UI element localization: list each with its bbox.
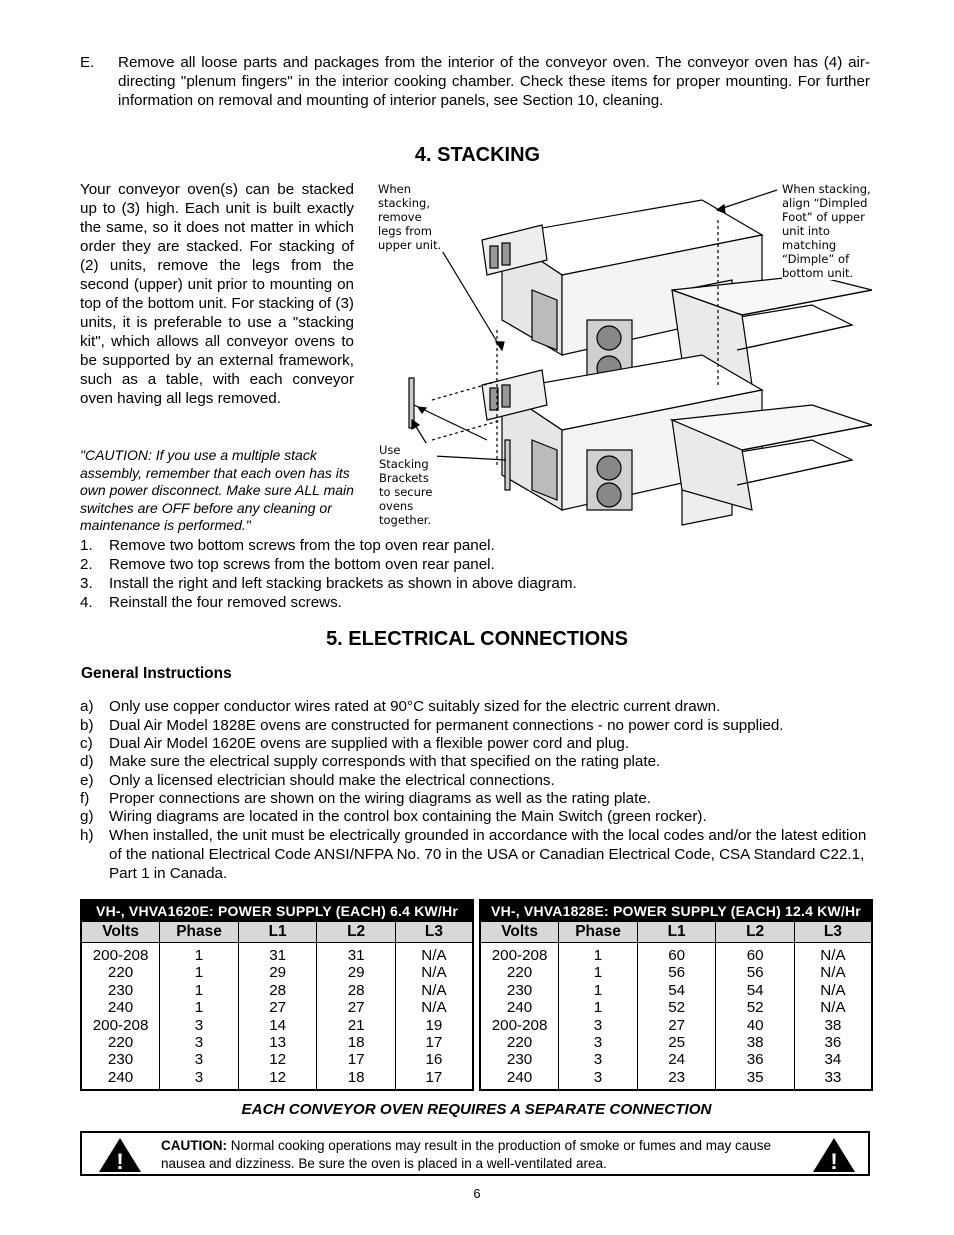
- item-text: Wiring diagrams are located in the control box containing the Main Switch (green rocker).: [109, 808, 707, 825]
- table-row: [480, 943, 872, 965]
- table-cell: N/A: [395, 943, 473, 965]
- table-cell: 60: [637, 943, 716, 965]
- table-cell: 3: [160, 1051, 239, 1068]
- column-header: L2: [317, 922, 396, 943]
- table-cell: 230: [81, 982, 160, 999]
- table-cell: 40: [716, 1017, 795, 1034]
- table-cell: 3: [160, 1034, 239, 1051]
- caution-text: [161, 1137, 811, 1172]
- column-header: L1: [637, 922, 716, 943]
- column-header: L3: [794, 922, 872, 943]
- column-header: L3: [395, 922, 473, 943]
- table-title: VH-, VHVA1828E: POWER SUPPLY (EACH) 12.4 KW/Hr: [480, 900, 872, 922]
- table-row: [81, 982, 473, 999]
- table-cell: 28: [317, 982, 396, 999]
- table-cell: 220: [81, 964, 160, 981]
- table-cell: N/A: [794, 964, 872, 981]
- table-cell: 200-208: [480, 943, 559, 965]
- table-cell: 33: [794, 1069, 872, 1090]
- column-header: L2: [716, 922, 795, 943]
- column-header: Phase: [559, 922, 638, 943]
- table-cell: 220: [480, 1034, 559, 1051]
- table-cell: 3: [559, 1034, 638, 1051]
- table-cell: 18: [317, 1034, 396, 1051]
- caution-body: Normal cooking operations may result in the production of smoke or fumes and may cause nausea and dizziness. Be sure the oven is placed in a well-ventilated area.: [161, 1138, 772, 1171]
- table-cell: 1: [559, 982, 638, 999]
- table-cell: 240: [480, 999, 559, 1016]
- table-cell: 3: [559, 1051, 638, 1068]
- stacking-caution: "CAUTION: If you use a multiple stack assembly, remember that each oven has its own power disconnect. Make sure ALL main switches are OFF before any cleaning or maintenance is performed.": [80, 447, 354, 534]
- power-table-1828e: [479, 899, 873, 1091]
- table-cell: 24: [637, 1051, 716, 1068]
- table-cell: 200-208: [81, 943, 160, 965]
- table-cell: 31: [317, 943, 396, 965]
- table-cell: 36: [794, 1034, 872, 1051]
- table-cell: 56: [716, 964, 795, 981]
- table-cell: 1: [160, 982, 239, 999]
- table-cell: 1: [160, 943, 239, 965]
- diagram-callout-dimple: When stacking, align “Dimpled Foot” of upper unit into matching “Dimple” of bottom unit.: [782, 182, 871, 280]
- item-text: Only use copper conductor wires rated at 90°C suitably sized for the electric current drawn.: [109, 698, 721, 715]
- step-number: 2.: [80, 556, 93, 573]
- table-cell: 220: [81, 1034, 160, 1051]
- table-cell: 27: [637, 1017, 716, 1034]
- table-cell: 1: [559, 943, 638, 965]
- step-text: Remove two top screws from the bottom oven rear panel.: [109, 556, 495, 573]
- table-cell: 200-208: [81, 1017, 160, 1034]
- table-cell: 200-208: [480, 1017, 559, 1034]
- table-title: VH-, VHVA1620E: POWER SUPPLY (EACH) 6.4 KW/Hr: [81, 900, 473, 922]
- table-cell: N/A: [794, 982, 872, 999]
- diagram-callout-brackets: Use Stacking Brackets to secure ovens together.: [379, 443, 437, 527]
- column-header: Volts: [480, 922, 559, 943]
- column-header: L1: [238, 922, 317, 943]
- table-cell: 220: [480, 964, 559, 981]
- table-row: [480, 999, 872, 1016]
- table-cell: 18: [317, 1069, 396, 1090]
- item-label: b): [80, 717, 94, 734]
- stacking-body: Your conveyor oven(s) can be stacked up to (3) high. Each unit is built exactly the same, so it does not matter in which order they are stacked. For stacking of (2) units, remove the legs from the second (upper) unit prior to mounting on top of the bottom unit. For stacking of (3) units, it is preferable to use a "stacking kit", which allows all conveyor ovens to be supported by an external framework, such as a table, with each conveyor oven having all legs removed.: [80, 181, 354, 407]
- table-cell: 54: [716, 982, 795, 999]
- table-row: [480, 1017, 872, 1034]
- table-cell: N/A: [395, 982, 473, 999]
- table-row: [81, 1051, 473, 1068]
- item-label: g): [80, 808, 94, 825]
- item-text: Only a licensed electrician should make the electrical connections.: [109, 772, 555, 789]
- table-cell: N/A: [395, 964, 473, 981]
- item-label: e): [80, 772, 94, 789]
- table-cell: 230: [480, 1051, 559, 1068]
- item-label: d): [80, 753, 94, 770]
- step-text: Reinstall the four removed screws.: [109, 594, 342, 611]
- table-cell: 12: [238, 1069, 317, 1090]
- intro-text: Remove all loose parts and packages from the interior of the conveyor oven. The conveyor oven has (4) air-directing "plenum fingers" in the interior cooking chamber. Check these items for proper mounting. For further information on removal and mounting of interior panels, see Section 10, cleaning.: [118, 54, 870, 109]
- table-row: [81, 1034, 473, 1051]
- caution-box: [80, 1131, 870, 1176]
- intro-label: E.: [80, 54, 95, 71]
- general-instructions-heading: General Instructions: [81, 665, 232, 682]
- table-cell: 1: [160, 964, 239, 981]
- table-cell: 25: [637, 1034, 716, 1051]
- table-cell: 240: [81, 999, 160, 1016]
- table-cell: 230: [480, 982, 559, 999]
- warning-triangle-icon: [812, 1137, 856, 1173]
- table-cell: 1: [559, 964, 638, 981]
- table-cell: 17: [395, 1034, 473, 1051]
- column-header: Volts: [81, 922, 160, 943]
- step-number: 1.: [80, 537, 93, 554]
- stacking-heading: 4. STACKING: [414, 144, 541, 166]
- table-row: [81, 1069, 473, 1090]
- table-row: [81, 943, 473, 965]
- table-cell: 52: [716, 999, 795, 1016]
- table-cell: 56: [637, 964, 716, 981]
- table-row: [480, 982, 872, 999]
- table-cell: 38: [794, 1017, 872, 1034]
- table-cell: 3: [160, 1069, 239, 1090]
- item-text: Dual Air Model 1828E ovens are constructed for permanent connections - no power cord is supplied.: [109, 717, 784, 734]
- table-cell: 3: [160, 1017, 239, 1034]
- table-row: [81, 999, 473, 1016]
- page-number: 6: [473, 1186, 481, 1201]
- table-cell: 1: [559, 999, 638, 1016]
- item-label: a): [80, 698, 94, 715]
- separate-connection-note: EACH CONVEYOR OVEN REQUIRES A SEPARATE CONNECTION: [241, 1101, 712, 1118]
- table-cell: 54: [637, 982, 716, 999]
- table-cell: 240: [81, 1069, 160, 1090]
- diagram-callout-legs: When stacking, remove legs from upper unit.: [378, 182, 446, 252]
- table-row: [480, 1034, 872, 1051]
- table-cell: 52: [637, 999, 716, 1016]
- table-cell: 240: [480, 1069, 559, 1090]
- item-label: f): [80, 790, 90, 807]
- table-row: [480, 1051, 872, 1068]
- table-cell: 27: [238, 999, 317, 1016]
- table-cell: 3: [559, 1017, 638, 1034]
- caution-label: CAUTION:: [161, 1138, 227, 1153]
- warning-triangle-icon: [98, 1137, 142, 1173]
- table-cell: N/A: [794, 999, 872, 1016]
- table-row: [81, 964, 473, 981]
- power-table-1620e: [80, 899, 474, 1091]
- table-cell: 36: [716, 1051, 795, 1068]
- item-text: Proper connections are shown on the wiring diagrams as well as the rating plate.: [109, 790, 651, 807]
- table-cell: 27: [317, 999, 396, 1016]
- item-text: Dual Air Model 1620E ovens are supplied with a flexible power cord and plug.: [109, 735, 630, 752]
- table-cell: N/A: [395, 999, 473, 1016]
- table-cell: 21: [317, 1017, 396, 1034]
- table-cell: 13: [238, 1034, 317, 1051]
- table-cell: 14: [238, 1017, 317, 1034]
- table-cell: 28: [238, 982, 317, 999]
- step-number: 4.: [80, 594, 93, 611]
- item-label: c): [80, 735, 93, 752]
- table-cell: 1: [160, 999, 239, 1016]
- step-text: Install the right and left stacking brackets as shown in above diagram.: [109, 575, 577, 592]
- table-cell: 34: [794, 1051, 872, 1068]
- table-cell: 29: [238, 964, 317, 981]
- stacking-diagram: [372, 180, 872, 530]
- table-cell: 12: [238, 1051, 317, 1068]
- warning-exclamation: !: [116, 1149, 124, 1173]
- table-row: [480, 964, 872, 981]
- table-cell: 35: [716, 1069, 795, 1090]
- table-cell: N/A: [794, 943, 872, 965]
- step-text: Remove two bottom screws from the top oven rear panel.: [109, 537, 495, 554]
- table-row: [81, 1017, 473, 1034]
- table-cell: 3: [559, 1069, 638, 1090]
- table-cell: 38: [716, 1034, 795, 1051]
- item-text: Make sure the electrical supply corresponds with that specified on the rating plate.: [109, 753, 661, 770]
- column-header: Phase: [160, 922, 239, 943]
- item-text: When installed, the unit must be electrically grounded in accordance with the local codes and/or the latest edition of the national Electrical Code ANSI/NFPA No. 70 in the USA or Canadian Electrical Code, CSA Standard C22.1, Part 1 in Canada.: [109, 827, 867, 882]
- warning-exclamation: !: [830, 1149, 838, 1173]
- table-cell: 29: [317, 964, 396, 981]
- step-number: 3.: [80, 575, 93, 592]
- item-label: h): [80, 827, 94, 844]
- table-cell: 23: [637, 1069, 716, 1090]
- table-cell: 16: [395, 1051, 473, 1068]
- table-cell: 17: [317, 1051, 396, 1068]
- table-row: [480, 1069, 872, 1090]
- table-cell: 19: [395, 1017, 473, 1034]
- table-cell: 31: [238, 943, 317, 965]
- electrical-heading: 5. ELECTRICAL CONNECTIONS: [326, 628, 628, 650]
- table-cell: 60: [716, 943, 795, 965]
- table-cell: 230: [81, 1051, 160, 1068]
- table-cell: 17: [395, 1069, 473, 1090]
